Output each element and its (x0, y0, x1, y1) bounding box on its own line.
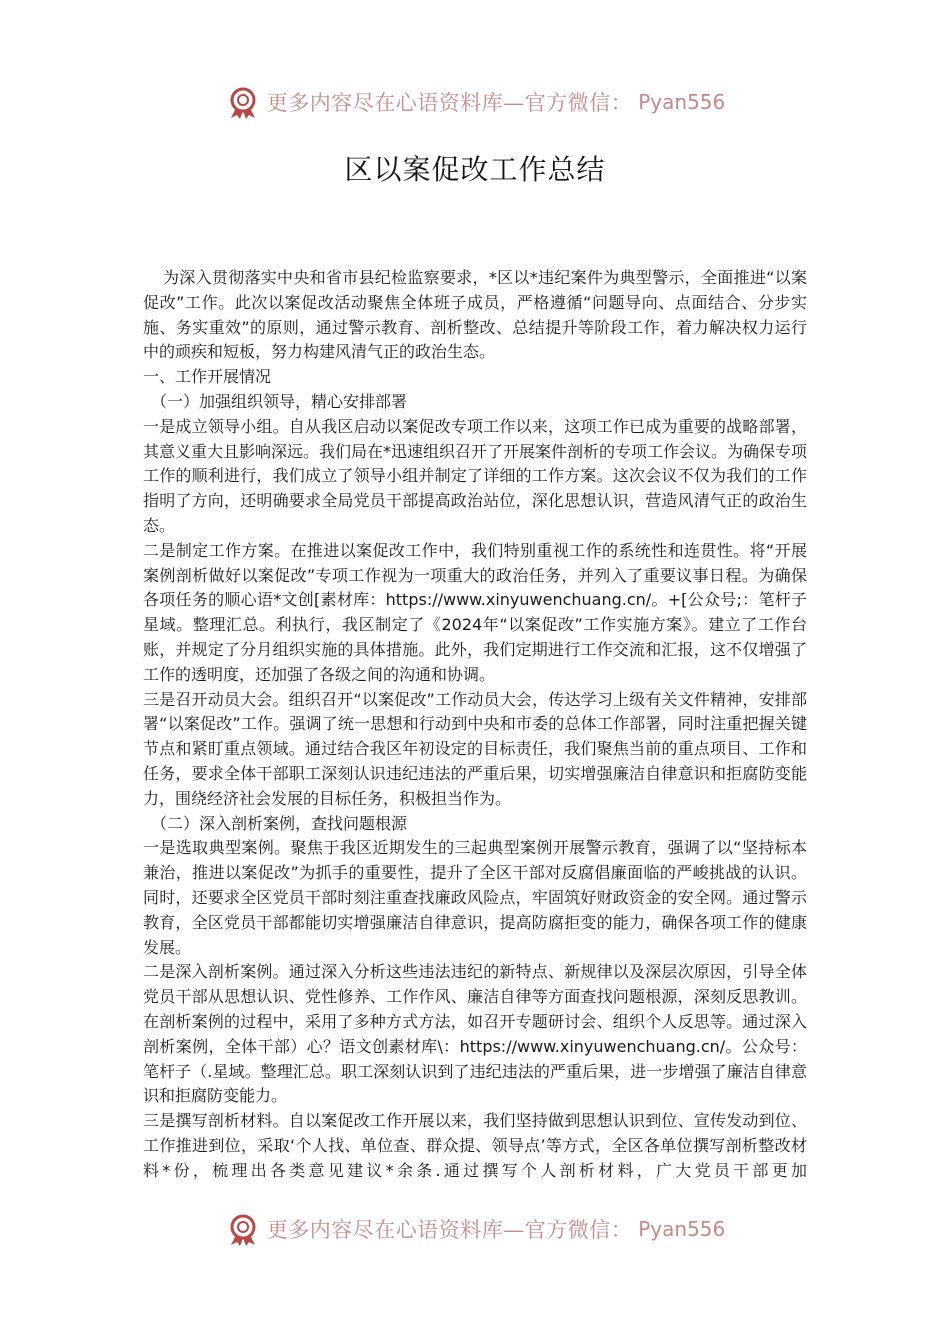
body-paragraph: 一是选取典型案例。聚焦于我区近期发生的三起典型案例开展警示教育，强调了以“坚持标本兼治，推进以案促改”为抓手的重要性，提升了全区干部对反腐倡廉面临的严峻挑战的认识。同时，还要求全区党员干部时刻注重查找廉政风险点，牢固筑好财政资金的安全网。通过警示教育，全区党员干部都能切实增强廉洁自律意识，提高防腐拒变的能力，确保各项工作的健康发展。 (143, 838, 807, 957)
ribbon-logo-icon (225, 84, 261, 120)
section-heading-1: 一、工作开展情况 (143, 367, 272, 387)
subsection-heading-2: （二）深入剖析案例，查找问题根源 (151, 813, 408, 833)
watermark-header (0, 82, 950, 122)
ribbon-logo-icon (225, 1211, 261, 1247)
body-paragraph-continued: 三是撰写剖析材料。自以案促改工作开展以来，我们坚持做到思想认识到位、宣传发动到位、工作推进到位，采取‘个人找、单位查、群众提、领导点’等方式，全区各单位撰写剖析整改材料*份，梳理出各类意见建议*余条.通过撰写个人剖析材料，广大党员干部更加 (143, 1111, 807, 1180)
body-paragraph: 三是召开动员大会。组织召开“以案促改”工作动员大会，传达学习上级有关文件精神，安排部署“以案促改”工作。强调了统一思想和行动到中央和市委的总体工作部署，同时注重把握关键节点和紧盯重点领域。通过结合我区年初设定的目标责任，我们聚焦当前的重点项目、工作和任务，要求全体干部职工深刻认识违纪违法的严重后果，切实增强廉洁自律意识和拒腐防变能力，围绕经济社会发展的目标任务，积极担当作为。 (143, 689, 807, 808)
body-paragraph: 二是深入剖析案例。通过深入分析这些违法违纪的新特点、新规律以及深层次原因，引导全体党员干部从思想认识、党性修养、工作作风、廉洁自律等方面查找问题根源，深刻反思教训。在剖析案例的过程中，采用了多种方式方法，如召开专题研讨会、组织个人反思等。通过深入剖析案例，全体干部）心？语文创素材库\：https://www.xinyuwenchuang.cn/。公众号：笔杆子（.星域。整理汇总。职工深刻认识到了违纪违法的严重后果，进一步增强了廉洁自律意识和拒腐防变能力。 (143, 962, 807, 1106)
subsection-heading-1: （一）加强组织领导，精心安排部署 (151, 391, 408, 411)
watermark-text: 更多内容尽在心语资料库—官方微信： (266, 91, 633, 115)
watermark-text: 更多内容尽在心语资料库—官方微信： (266, 1218, 633, 1242)
body-paragraph: 一是成立领导小组。自从我区启动以案促改专项工作以来，这项工作已成为重要的战略部署，其意义重大且影响深远。我们局在*迅速组织召开了开展案件剖析的专项工作会议。为确保专项工作的顺利进行，我们成立了领导小组并制定了详细的工作方案。这次会议不仅为我们的工作指明了方向，还明确要求全局党员干部提高政治站位，深化思想认识，营造风清气正的政治生态。 (143, 416, 808, 535)
watermark-wechat-id: Pyan556 (638, 1217, 726, 1241)
body-paragraph: 二是制定工作方案。在推进以案促改工作中，我们特别重视工作的系统性和连贯性。将“开展案例剖析做好以案促改”专项工作视为一项重大的政治任务，并列入了重要议事日程。为确保各项任务的顺心语*文创[素材库：https://www.xinyuwenchuang.cn/。+[公众号;：笔杆子星域。整理汇总。利执行，我区制定了《2024年“以案促改”工作实施方案》。建立了工作台账，并规定了分月组织实施的具体措施。此外，我们定期进行工作交流和汇报，这不仅增强了工作的透明度，还加强了各级之间的沟通和协调。 (143, 540, 807, 684)
watermark-wechat-id: Pyan556 (638, 90, 726, 114)
intro-paragraph: 为深入贯彻落实中央和省市县纪检监察要求，*区以*违纪案件为典型警示，全面推进“以案促改”工作。此次以案促改活动聚焦全体班子成员，严格遵循“问题导向、点面结合、分步实施、务实重效”的原则，通过警示教育、剖析整改、总结提升等阶段工作，着力解决权力运行中的顽疾和短板，努力构建风清气正的政治生态。 (143, 268, 807, 362)
document-body (143, 266, 807, 1183)
watermark-footer (0, 1209, 950, 1249)
page-title: 区以案促改工作总结 (344, 153, 606, 186)
